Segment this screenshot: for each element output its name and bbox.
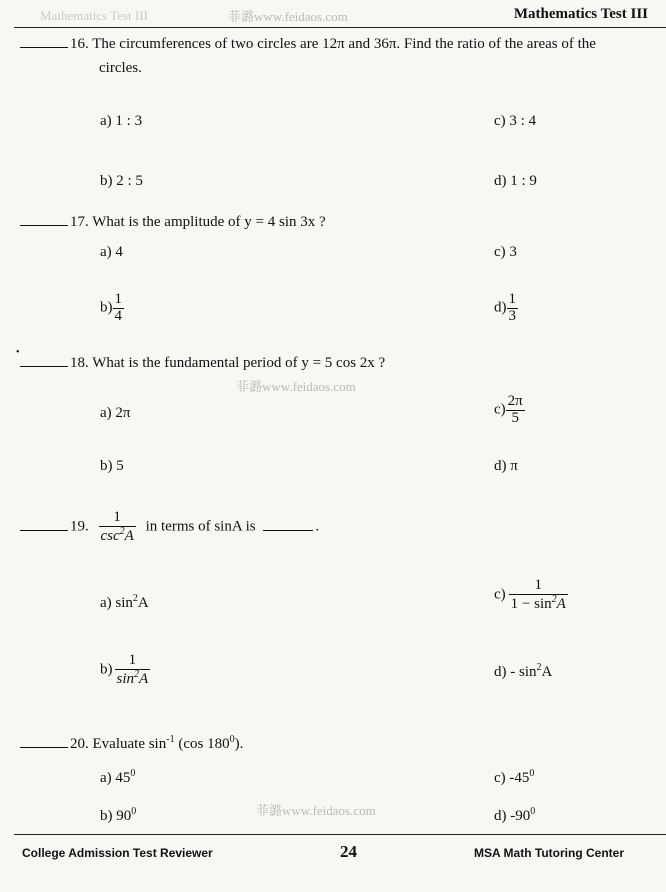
option-label: c) — [494, 586, 506, 603]
option-b[interactable] — [100, 806, 136, 825]
question-number: 20. — [70, 736, 89, 752]
question-number: 18. — [70, 355, 89, 371]
answer-blank-19[interactable] — [20, 516, 68, 531]
question-text: What is the amplitude of y = 4 sin 3x ? — [92, 214, 326, 230]
option-d[interactable] — [494, 806, 535, 825]
fraction — [115, 653, 151, 688]
option-label: c) — [494, 401, 506, 418]
numerator: 1 — [99, 510, 136, 527]
den-var: A — [556, 595, 566, 612]
question-17 — [20, 211, 326, 231]
option-b[interactable]: b) 2 : 5 — [100, 173, 143, 189]
den-text: sin — [116, 670, 135, 687]
question-text: Evaluate sin — [92, 736, 167, 752]
option-a[interactable]: a) 4 — [100, 244, 123, 260]
variable: A — [541, 664, 553, 680]
option-label: b) 90 — [100, 808, 132, 824]
denominator — [99, 527, 136, 545]
question-text: ). — [234, 736, 244, 752]
denominator — [509, 595, 568, 613]
numerator: 1 — [509, 578, 568, 595]
watermark-bottom: 菲潞www.feidaos.com — [256, 803, 376, 818]
numerator: 2π — [507, 393, 523, 409]
option-c[interactable] — [494, 394, 525, 427]
option-label: a) 45 — [100, 770, 131, 786]
option-c[interactable]: c) 3 — [494, 244, 517, 260]
option-b[interactable] — [100, 653, 150, 688]
fraction — [507, 292, 519, 325]
option-a[interactable]: a) 1 : 3 — [100, 113, 143, 129]
degree-mark: 0 — [131, 806, 137, 817]
question-16-line2: circles. — [99, 60, 142, 76]
watermark-top: 菲潞www.feidaos.com — [228, 9, 348, 24]
question-16 — [20, 33, 596, 53]
den-base: csc — [100, 527, 120, 544]
den-var: A — [139, 670, 149, 687]
option-a[interactable] — [100, 593, 149, 612]
option-label: a) sin — [100, 595, 133, 611]
numerator: 1 — [115, 653, 151, 670]
variable: A — [137, 595, 149, 611]
footer-rule — [14, 834, 666, 835]
fraction — [509, 578, 568, 613]
question-number: 17. — [70, 214, 89, 230]
page-title: Mathematics Test III — [513, 6, 648, 22]
stray-dot: • — [16, 347, 20, 358]
faint-header-bleed: Mathematics Test III — [40, 8, 148, 23]
question-number: 16. — [70, 36, 89, 52]
option-b[interactable] — [100, 292, 124, 325]
degree-mark: 0 — [130, 768, 136, 779]
option-a[interactable]: a) 2π — [100, 405, 131, 421]
footer-left: College Admission Test Reviewer — [22, 846, 213, 860]
question-text: in terms of sinA is — [145, 518, 256, 535]
question-18 — [20, 352, 385, 372]
option-d[interactable]: d) 1 : 9 — [494, 173, 537, 189]
denominator: 3 — [508, 307, 516, 324]
header-rule — [14, 27, 666, 28]
denominator — [115, 670, 151, 688]
question-number: 19. — [70, 518, 89, 535]
den-var: A — [124, 527, 134, 544]
option-a[interactable] — [100, 768, 135, 787]
option-label: c) -45 — [494, 770, 530, 786]
watermark-middle: 菲潞www.feidaos.com — [236, 379, 356, 394]
fraction — [99, 510, 136, 545]
option-c[interactable] — [494, 768, 534, 787]
degree-mark: 0 — [229, 734, 235, 745]
question-text: (cos 180 — [174, 736, 230, 752]
option-label: b) — [100, 661, 113, 678]
degree-mark: 0 — [529, 768, 535, 779]
exponent: -1 — [166, 734, 175, 745]
bleed-through-text — [60, 140, 63, 156]
option-d[interactable] — [494, 292, 518, 325]
exponent: 2 — [536, 662, 542, 673]
option-c[interactable] — [494, 578, 568, 613]
numerator: 1 — [508, 291, 516, 307]
option-d[interactable]: d) π — [494, 458, 518, 474]
degree-mark: 0 — [530, 806, 536, 817]
den-text: 1 − sin — [510, 595, 552, 612]
option-label: d) — [494, 299, 507, 316]
answer-blank-18[interactable] — [20, 352, 68, 367]
option-b[interactable]: b) 5 — [100, 458, 124, 474]
den-exponent: 2 — [134, 668, 140, 680]
option-label: d) -90 — [494, 808, 531, 824]
denominator: 5 — [511, 409, 519, 426]
option-d[interactable] — [494, 662, 552, 681]
question-text: What is the fundamental period of y = 5 cos 2x ? — [92, 355, 386, 371]
question-19: 19. $\frac{1}{\csc^2A}$ in terms of sinA is . — [20, 510, 319, 545]
exponent: 2 — [132, 593, 138, 604]
question-20 — [20, 733, 243, 753]
option-label: b) — [100, 299, 113, 316]
footer-right: MSA Math Tutoring Center — [474, 846, 624, 860]
question-text: The circumferences of two circles are 12π and 36π. Find the ratio of the areas of the — [92, 36, 596, 52]
option-c[interactable]: c) 3 : 4 — [494, 113, 537, 129]
denominator: 4 — [114, 307, 122, 324]
option-label: d) - sin — [494, 664, 537, 680]
answer-blank-16[interactable] — [20, 33, 68, 48]
answer-blank-17[interactable] — [20, 211, 68, 226]
fraction — [113, 292, 125, 325]
numerator: 1 — [114, 291, 122, 307]
den-exponent: 2 — [119, 525, 125, 537]
inline-answer-blank[interactable] — [263, 516, 313, 531]
page-number: 24 — [340, 842, 357, 861]
answer-blank-20[interactable] — [20, 733, 68, 748]
den-exponent: 2 — [551, 593, 557, 605]
fraction — [506, 394, 525, 427]
